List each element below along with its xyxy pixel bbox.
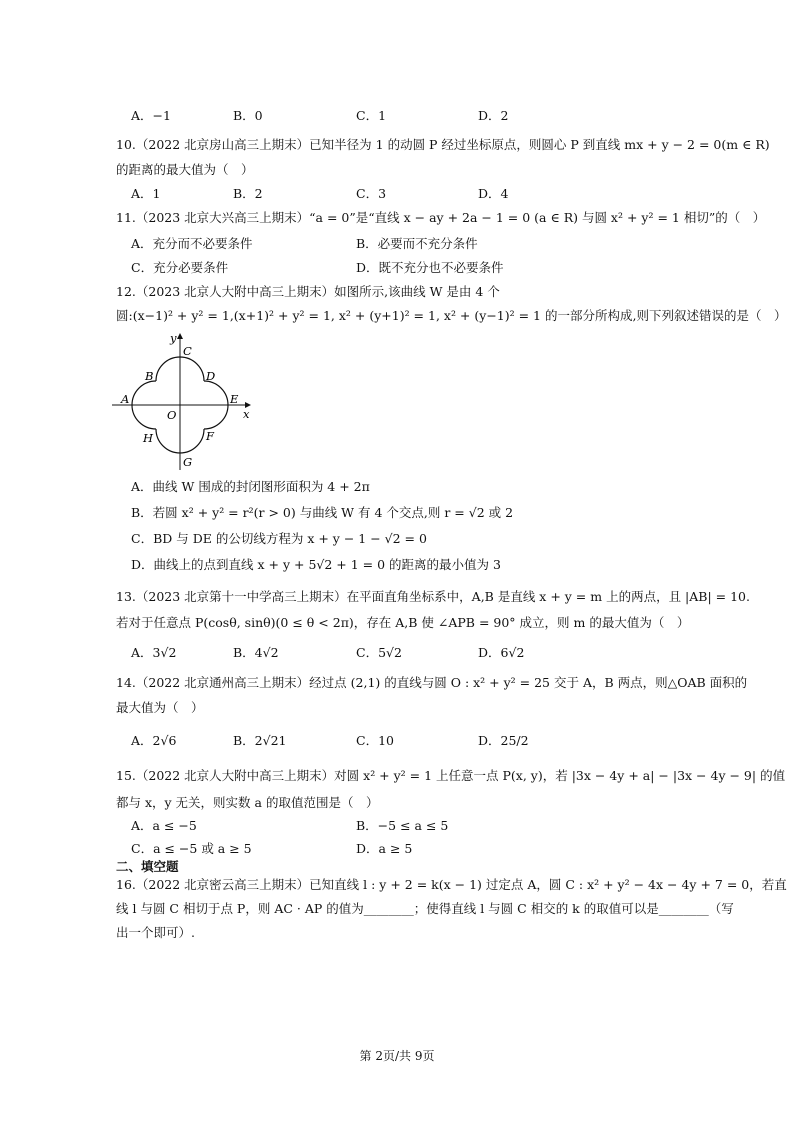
label-a: A (121, 392, 130, 406)
q12-option-d: D．曲线上的点到直线 x + y + 5√2 + 1 = 0 的距离的最小值为 3 (131, 557, 501, 572)
q14-option-a: A．2√6 (131, 733, 177, 748)
q16-stem-line2: 线 l 与圆 C 相切于点 P，则 AC · AP 的值为________；使得直线 l 与圆 C 相交的 k 的取值可以是________（写 (116, 901, 734, 916)
curve-w-outline (153, 381, 156, 405)
q13-option-c: C．5√2 (356, 645, 402, 660)
q14-option-b: B．2√21 (233, 733, 287, 748)
q15-options-row1 (0, 818, 794, 834)
label-c: C (183, 344, 192, 358)
page-number: 第 2页/共 9页 (359, 1049, 435, 1063)
q13-options (0, 645, 794, 661)
q13-option-a: A．3√2 (131, 645, 177, 660)
q11-options-row2 (0, 260, 794, 276)
q13-option-b: B．4√2 (233, 645, 279, 660)
q11-option-c: C．充分必要条件 (131, 260, 229, 275)
q12-stem-line2: 圆:(x−1)² + y² = 1,(x+1)² + y² = 1, x² + (y+1)² = 1, x² + (y−1)² = 1 的一部分所构成,则下列叙述错误的是（ ） (116, 308, 787, 323)
section-heading-fill-in: 二、填空题 (116, 859, 179, 874)
label-y: y (170, 331, 177, 345)
label-h: H (143, 431, 154, 445)
q13-stem-line2: 若对于任意点 P(cosθ, sinθ)(0 ≤ θ < 2π)，存在 A,B 使 ∠APB = 90° 成立，则 m 的最大值为（ ） (116, 615, 690, 630)
q14-option-c: C．10 (356, 733, 394, 748)
q13-option-d: D．6√2 (478, 645, 525, 660)
q10-option-b: B．2 (233, 186, 263, 201)
q15-option-c: C．a ≤ −5 或 a ≥ 5 (131, 841, 252, 856)
q15-options-row2 (0, 841, 794, 857)
q10-option-a: A．1 (131, 186, 161, 201)
q15-stem-line1: 15.（2022 北京人大附中高三上期末）对圆 x² + y² = 1 上任意一点 P(x, y)，若 |3x − 4y + a| − |3x − 4y − 9| 的值 (116, 768, 786, 783)
q14-stem-line1: 14.（2022 北京通州高三上期末）经过点 (2,1) 的直线与圆 O : x² + y² = 25 交于 A，B 两点，则△OAB 面积的 (116, 675, 748, 690)
q10-stem-line1: 10.（2022 北京房山高三上期末）已知半径为 1 的动圆 P 经过坐标原点，则圆心 P 到直线 mx + y − 2 = 0(m ∈ R) (116, 137, 770, 152)
q15-stem-line2: 都与 x，y 无关，则实数 a 的取值范围是（ ） (116, 795, 379, 810)
q13-stem-line1: 13.（2023 北京第十一中学高三上期末）在平面直角坐标系中，A,B 是直线 x + y = m 上的两点，且 |AB| = 10. (116, 589, 750, 604)
q9-option-b: B．0 (233, 108, 263, 123)
q11-options-row1 (0, 236, 794, 252)
q9-option-c: C．1 (356, 108, 387, 123)
q12-option-a: A．曲线 W 围成的封闭图形面积为 4 + 2π (131, 479, 370, 494)
q16-stem-line3: 出一个即可）. (116, 925, 195, 940)
q14-option-d: D．25/2 (478, 733, 529, 748)
q12-option-c: C．BD 与 DE 的公切线方程为 x + y − 1 − √2 = 0 (131, 531, 427, 546)
label-e: E (230, 392, 239, 406)
label-x: x (243, 407, 250, 421)
q15-option-d: D．a ≥ 5 (356, 841, 413, 856)
q11-option-a: A．充分而不必要条件 (131, 236, 253, 251)
label-o: O (167, 408, 177, 422)
q15-option-a: A．a ≤ −5 (131, 818, 197, 833)
q9-options (0, 108, 794, 124)
q10-options (0, 186, 794, 202)
curve-w-figure (108, 330, 258, 475)
q10-option-c: C．3 (356, 186, 387, 201)
q15-option-b: B．−5 ≤ a ≤ 5 (356, 818, 449, 833)
q10-stem-line2: 的距离的最大值为（ ） (116, 162, 254, 177)
q9-option-d: D．2 (478, 108, 509, 123)
q12-stem-line1: 12.（2023 北京人大附中高三上期末）如图所示,该曲线 W 是由 4 个 (116, 284, 500, 299)
label-d: D (206, 369, 216, 383)
q12-option-b: B．若圆 x² + y² = r²(r > 0) 与曲线 W 有 4 个交点,则 r = √2 或 2 (131, 505, 514, 520)
q16-stem-line1: 16.（2022 北京密云高三上期末）已知直线 l : y + 2 = k(x − 1) 过定点 A，圆 C : x² + y² − 4x − 4y + 7 = 0，若直 (116, 877, 787, 892)
q11-option-b: B．必要而不充分条件 (356, 236, 478, 251)
label-b: B (145, 369, 154, 383)
q10-option-d: D．4 (478, 186, 509, 201)
label-g: G (183, 455, 193, 469)
q9-option-a: A．−1 (131, 108, 171, 123)
q11-stem-line1: 11.（2023 北京大兴高三上期末）“a = 0”是“直线 x − ay + 2a − 1 = 0 (a ∈ R) 与圆 x² + y² = 1 相切”的（ ） (116, 210, 766, 225)
q11-option-d: D．既不充分也不必要条件 (356, 260, 504, 275)
q14-stem-line2: 最大值为（ ） (116, 700, 204, 715)
q14-options (0, 733, 794, 749)
label-f: F (206, 429, 214, 443)
